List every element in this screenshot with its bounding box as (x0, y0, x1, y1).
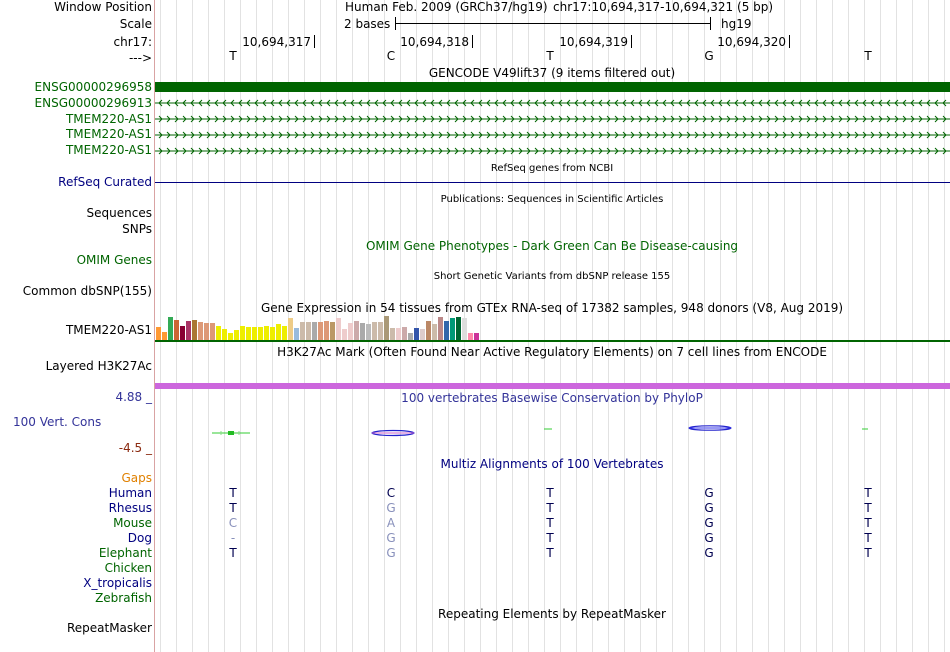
gencode-item-label-4[interactable]: TMEM220-AS1 (65, 127, 152, 141)
gencode-track-title: GENCODE V49lift37 (9 items filtered out) (428, 66, 676, 80)
phylop-max-label: 4.88 _ (115, 390, 152, 404)
dbsnp-track-title: Short Genetic Variants from dbSNP release 155 (433, 271, 671, 282)
gtex-tissue-bar[interactable] (426, 321, 431, 340)
gtex-tissue-bar[interactable] (174, 320, 179, 340)
multiz-track-title: Multiz Alignments of 100 Vertebrates (440, 457, 664, 471)
alignment-base: - (230, 531, 236, 545)
gtex-tissue-bar[interactable] (288, 318, 293, 340)
gtex-tissue-bar[interactable] (228, 333, 233, 340)
gtex-tissue-bar[interactable] (420, 329, 425, 340)
gencode-item-label-3[interactable]: TMEM220-AS1 (65, 112, 152, 126)
gtex-tissue-bar[interactable] (186, 321, 191, 340)
gtex-tissue-bar[interactable] (408, 333, 413, 340)
gencode-features[interactable] (155, 80, 950, 160)
species-label[interactable]: Rhesus (108, 501, 152, 515)
alignment-base: G (704, 501, 714, 515)
reference-base: T (546, 49, 554, 63)
alignment-base: T (864, 486, 872, 500)
gtex-tissue-bar[interactable] (282, 326, 287, 340)
db-name: hg19 (721, 17, 752, 31)
coordinate-tick (631, 35, 632, 48)
coordinate-tick (789, 35, 790, 48)
species-label[interactable]: Zebrafish (95, 591, 152, 605)
gene-TMEM220-AS1-3 (155, 148, 950, 154)
gtex-tissue-bar[interactable] (276, 324, 281, 340)
alignment-base: T (229, 486, 237, 500)
alignment-base: T (546, 501, 554, 515)
gtex-track-label[interactable]: TMEM220-AS1 (65, 323, 152, 337)
reference-base: C (386, 49, 396, 63)
alignment-base: T (864, 546, 872, 560)
coordinate-label: 10,694,319 (559, 35, 628, 49)
assembly-title: Human Feb. 2009 (GRCh37/hg19) (345, 0, 548, 14)
alignment-base: C (228, 516, 238, 530)
snps-track-label[interactable]: SNPs (122, 222, 152, 236)
alignment-base: T (546, 486, 554, 500)
gene-ENSG00000296913 (155, 100, 950, 106)
gtex-tissue-bar[interactable] (354, 321, 359, 340)
scale-bar-right-tick (710, 17, 711, 30)
species-label[interactable]: X_tropicalis (83, 576, 152, 590)
gtex-tissue-bar[interactable] (192, 320, 197, 340)
phylop-min-label: -4.5 _ (118, 441, 152, 455)
refseq-track-title: RefSeq genes from NCBI (490, 163, 614, 174)
gtex-tissue-bar[interactable] (474, 333, 479, 340)
gtex-tissue-bar[interactable] (330, 322, 335, 340)
gtex-tissue-bar[interactable] (450, 318, 455, 340)
gtex-tissue-bar[interactable] (414, 328, 419, 340)
alignment-base: T (864, 531, 872, 545)
gtex-tissue-bar[interactable] (210, 323, 215, 340)
gtex-tissue-bar[interactable] (438, 317, 443, 340)
alignment-base: G (386, 501, 396, 515)
alignment-base: T (546, 516, 554, 530)
phylop-track-title: 100 vertebrates Basewise Conservation by PhyloP (401, 391, 703, 405)
track-data-area[interactable] (155, 0, 950, 652)
omim-track-title: OMIM Gene Phenotypes - Dark Green Can Be Disease-causing (365, 239, 739, 253)
alignment-base: T (864, 516, 872, 530)
gtex-tissue-bar[interactable] (168, 317, 173, 340)
gtex-tissue-bar[interactable] (468, 333, 473, 340)
reference-base: T (229, 49, 237, 63)
reference-base: G (704, 49, 714, 63)
alignment-base: G (704, 516, 714, 530)
gtex-tissue-bar[interactable] (240, 326, 245, 340)
gtex-tissue-bar[interactable] (432, 324, 437, 340)
scale-text: 2 bases (344, 17, 391, 31)
gtex-tissue-bar[interactable] (234, 330, 239, 340)
gtex-tissue-bar[interactable] (162, 332, 167, 340)
gtex-tissue-bar[interactable] (246, 327, 251, 340)
gencode-item-label-5[interactable]: TMEM220-AS1 (65, 143, 152, 157)
alignment-base: G (704, 531, 714, 545)
alignment-base: T (546, 546, 554, 560)
gtex-tissue-bar[interactable] (294, 328, 299, 340)
gtex-tissue-bar[interactable] (462, 318, 467, 340)
gtex-tissue-bar[interactable] (306, 322, 311, 340)
gtex-tissue-bar[interactable] (372, 322, 377, 340)
species-label[interactable]: Mouse (113, 516, 152, 530)
gtex-tissue-bar[interactable] (456, 317, 461, 340)
phylop-signal[interactable] (155, 420, 950, 440)
gtex-tissue-bar[interactable] (336, 318, 341, 340)
species-label[interactable]: Elephant (98, 546, 152, 560)
alignment-base: G (386, 546, 396, 560)
gaps-track-label[interactable]: Gaps (121, 471, 152, 485)
dbsnp-track-label[interactable]: Common dbSNP(155) (22, 284, 152, 298)
window-position-label: Window Position (54, 0, 152, 14)
h3k27ac-signal[interactable] (155, 383, 950, 389)
alignment-base: G (386, 531, 396, 545)
coordinate-label: 10,694,318 (400, 35, 469, 49)
h3k27ac-track-title: H3K27Ac Mark (Often Found Near Active Regulatory Elements) on 7 cell lines from ENCODE (277, 345, 827, 359)
track-label-column (0, 0, 154, 652)
gtex-tissue-bar[interactable] (348, 323, 353, 340)
coordinate-tick (472, 35, 473, 48)
alignment-base: T (229, 546, 237, 560)
h3k27ac-track-label[interactable]: Layered H3K27Ac (45, 359, 152, 373)
gtex-tissue-bar[interactable] (402, 327, 407, 340)
alignment-base: C (386, 486, 396, 500)
window-position: chr17:10,694,317-10,694,321 (5 bp) (553, 0, 774, 14)
gtex-tissue-bar[interactable] (300, 322, 305, 340)
gtex-tissue-bar[interactable] (390, 328, 395, 340)
gtex-tissue-bar[interactable] (252, 327, 257, 340)
alignment-base: G (704, 546, 714, 560)
gtex-track-title: Gene Expression in 54 tissues from GTEx RNA-seq of 17382 samples, 948 donors (V8, Aug 2019) (260, 301, 844, 315)
gtex-tissue-bar[interactable] (198, 322, 203, 340)
sequences-track-label[interactable]: Sequences (86, 206, 152, 220)
gtex-tissue-bar[interactable] (378, 322, 383, 340)
gtex-tissue-bar[interactable] (360, 323, 365, 340)
gtex-tissue-bar[interactable] (324, 321, 329, 340)
scale-bar-left-tick (395, 17, 396, 30)
gtex-tissue-bar[interactable] (258, 327, 263, 340)
alignment-base: T (229, 501, 237, 515)
gtex-tissue-bar[interactable] (384, 316, 389, 340)
refseq-feature-line[interactable] (155, 182, 950, 183)
coordinate-label: 10,694,317 (242, 35, 311, 49)
gtex-tissue-bar[interactable] (204, 323, 209, 340)
phylop-mark-2 (372, 431, 414, 436)
publications-track-title: Publications: Sequences in Scientific Articles (440, 194, 664, 205)
gencode-item-label-2[interactable]: ENSG00000296913 (34, 96, 152, 110)
alignment-base: T (864, 501, 872, 515)
gtex-tissue-bar[interactable] (156, 327, 161, 340)
gtex-baseline (155, 340, 950, 342)
gtex-tissue-bar[interactable] (264, 326, 269, 340)
scale-bar (395, 23, 710, 24)
strand-label: ---> (128, 51, 152, 65)
alignment-base: T (546, 531, 554, 545)
species-label[interactable]: Chicken (104, 561, 152, 575)
phylop-mark-1 (212, 431, 250, 435)
alignment-base: G (704, 486, 714, 500)
phylop-mark-4 (689, 426, 731, 430)
species-label[interactable]: Dog (127, 531, 152, 545)
gtex-tissue-bar[interactable] (318, 322, 323, 340)
gene-ENSG00000296958 (155, 82, 950, 92)
reference-base: T (864, 49, 872, 63)
omim-track-label[interactable]: OMIM Genes (76, 253, 152, 267)
gtex-tissue-bar[interactable] (270, 327, 275, 340)
gtex-tissue-bar[interactable] (216, 326, 221, 340)
gene-TMEM220-AS1-2 (155, 132, 950, 138)
gencode-item-label-1[interactable]: ENSG00000296958 (34, 80, 152, 94)
chromosome-label: chr17: (113, 35, 152, 49)
coordinate-label: 10,694,320 (717, 35, 786, 49)
gtex-tissue-bar[interactable] (444, 321, 449, 340)
alignment-base: A (386, 516, 396, 530)
phylop-track-label[interactable]: 100 Vert. Cons (13, 415, 102, 429)
gtex-tissue-bar[interactable] (342, 329, 347, 340)
gtex-tissue-bar[interactable] (396, 328, 401, 340)
species-label[interactable]: Human (108, 486, 152, 500)
gene-TMEM220-AS1-1 (155, 116, 950, 122)
gtex-tissue-bar[interactable] (312, 322, 317, 340)
refseq-track-label[interactable]: RefSeq Curated (58, 175, 152, 189)
gtex-tissue-bar[interactable] (180, 326, 185, 340)
gtex-tissue-bar[interactable] (222, 329, 227, 340)
gtex-tissue-bar[interactable] (366, 324, 371, 340)
repeatmasker-track-title: Repeating Elements by RepeatMasker (438, 607, 666, 621)
scale-label: Scale (119, 17, 152, 31)
repeatmasker-track-label[interactable]: RepeatMasker (66, 621, 152, 635)
coordinate-tick (314, 35, 315, 48)
gtex-expression-bars[interactable] (155, 315, 950, 340)
